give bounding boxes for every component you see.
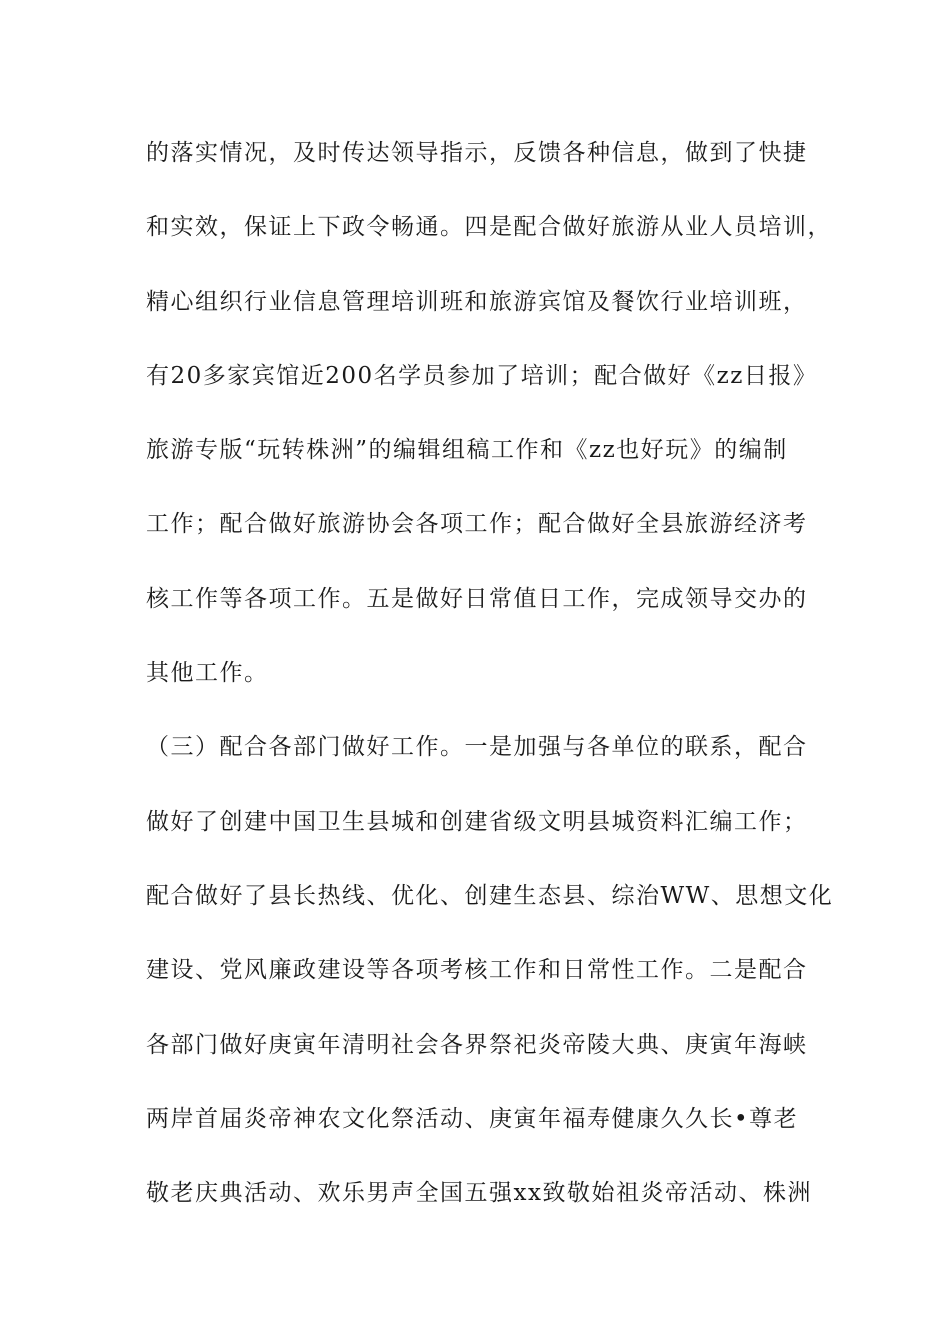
text-line: 其他工作。 xyxy=(146,660,269,687)
text-line: 配合做好了县长热线、优化、创建生态县、综治WW、思想文化 xyxy=(146,882,834,909)
text-line: 旅游专版“玩转株洲”的编辑组稿工作和《zz也好玩》的编制 xyxy=(146,437,788,464)
text-line: 核工作等各项工作。五是做好日常值日工作，完成领导交办的 xyxy=(146,585,808,612)
text-line: 和实效，保证上下政令畅通。四是配合做好旅游从业人员培训， xyxy=(146,214,832,241)
text-line: 两岸首届炎帝神农文化祭活动、庚寅年福寿健康久久长•尊老 xyxy=(146,1105,799,1132)
text-line: 做好了创建中国卫生县城和创建省级文明县城资料汇编工作； xyxy=(146,808,808,835)
text-line: 敬老庆典活动、欢乐男声全国五强xx致敬始祖炎帝活动、株洲 xyxy=(146,1180,812,1207)
text-line: 工作；配合做好旅游协会各项工作；配合做好全县旅游经济考 xyxy=(146,511,808,538)
text-line: 各部门做好庚寅年清明社会各界祭祀炎帝陵大典、庚寅年海峡 xyxy=(146,1031,808,1058)
text-line: 精心组织行业信息管理培训班和旅游宾馆及餐饮行业培训班， xyxy=(146,288,808,315)
section-heading-line: （三）配合各部门做好工作。一是加强与各单位的联系，配合 xyxy=(146,734,808,761)
text-line: 有20多家宾馆近200名学员参加了培训；配合做好《zz日报》 xyxy=(146,362,818,389)
body-text xyxy=(146,128,836,1242)
text-line: 建设、党风廉政建设等各项考核工作和日常性工作。二是配合 xyxy=(146,957,808,984)
text-line: 的落实情况，及时传达领导指示，反馈各种信息，做到了快捷 xyxy=(146,140,808,166)
